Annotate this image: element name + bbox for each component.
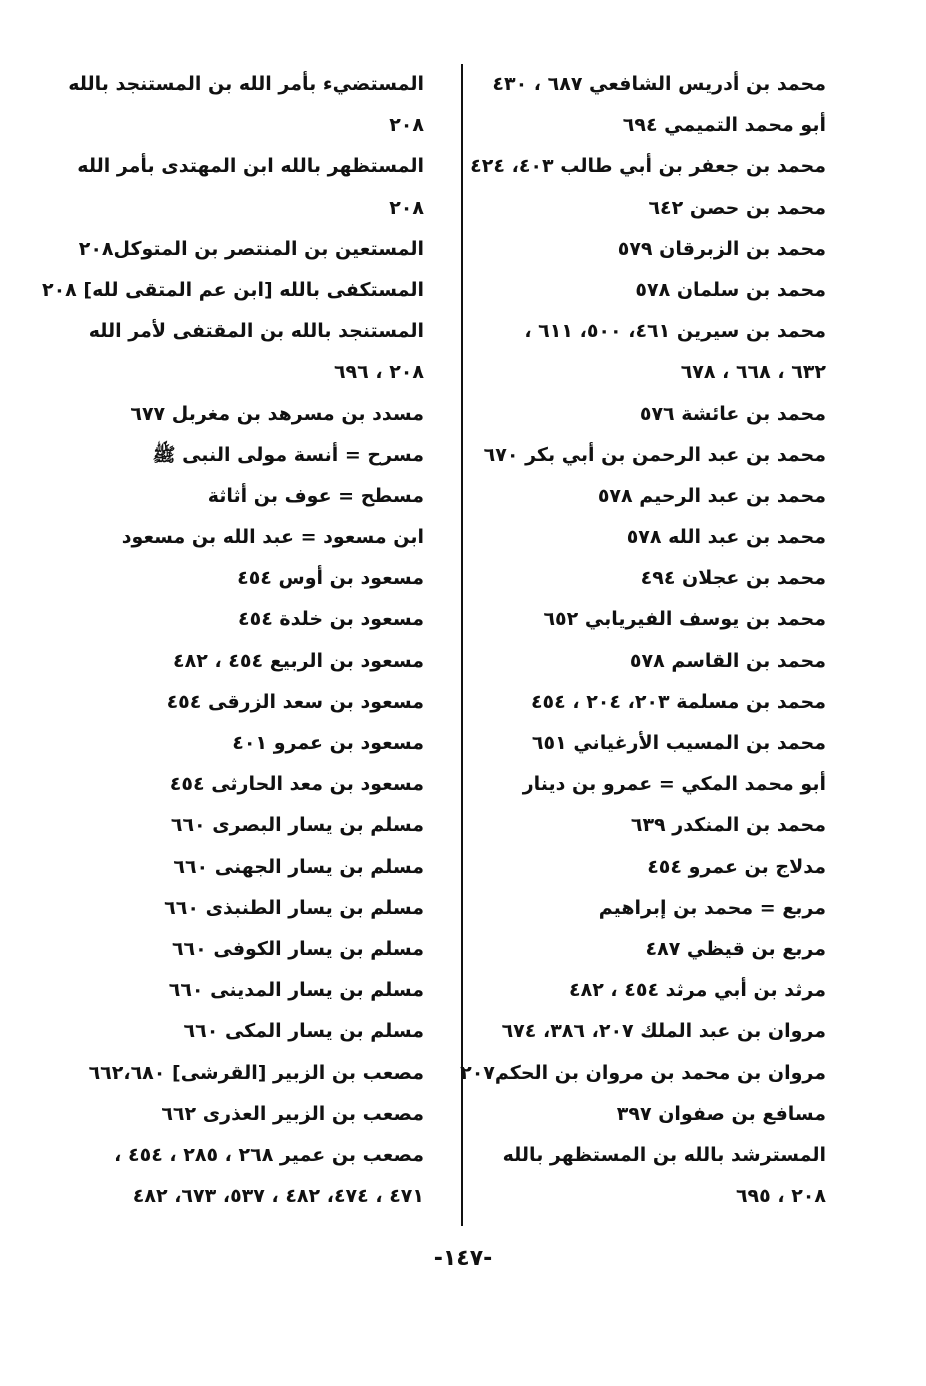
index-entry: مسدد بن مسرهد بن مغربل ٦٧٧: [130, 402, 424, 425]
index-entry: مرثد بن أبي مرثد ٤٥٤ ، ٤٨٢: [569, 979, 826, 1002]
index-entry: محمد بن عبد الرحيم ٥٧٨: [597, 484, 826, 507]
index-entry: ٦٣٢ ، ٦٦٨ ، ٦٧٨: [680, 361, 826, 384]
index-entry: محمد بن عبد الله ٥٧٨: [626, 526, 826, 549]
index-entry: مسلم بن يسار الكوفى ٦٦٠: [171, 937, 424, 960]
index-entry: مسلم بن يسار الطنبذى ٦٦٠: [164, 896, 424, 919]
index-entry: محمد بن مسلمة ٢٠٣، ٢٠٤ ، ٤٥٤: [530, 690, 826, 713]
index-entry: مسعود بن الربيع ٤٥٤ ، ٤٨٢: [173, 649, 424, 672]
index-entry: مروان بن عبد الملك ٢٠٧، ٣٨٦، ٦٧٤: [501, 1020, 826, 1043]
index-entry: أبو محمد المكي = عمرو بن دينار: [522, 773, 826, 796]
index-entry: أبو محمد التميمي ٦٩٤: [622, 114, 826, 137]
index-entry: المستظهر بالله ابن المهتدى بأمر الله: [77, 155, 424, 178]
index-entry: المستضيء بأمر الله بن المستنجد بالله: [68, 73, 424, 95]
index-entry: مسعود بن سعد الزرقى ٤٥٤: [166, 690, 424, 713]
left-column: [41, 64, 424, 1217]
index-entry: محمد بن المنكدر ٦٣٩: [630, 814, 826, 837]
index-entry: ابن مسعود = عبد الله بن مسعود: [121, 526, 424, 549]
index-entry: محمد بن عجلان ٤٩٤: [640, 567, 826, 590]
index-entry: مسعود بن أوس ٤٥٤: [237, 567, 424, 590]
index-entry: محمد بن عائشة ٥٧٦: [639, 402, 826, 425]
index-entry: مصعب بن الزبير [القرشى] ٦٦٢،٦٨٠: [88, 1061, 424, 1084]
index-entry: محمد بن سلمان ٥٧٨: [635, 278, 826, 301]
index-entry: المستكفى بالله [ابن عم المتقى لله] ٢٠٨: [41, 278, 424, 301]
index-entry: مربع بن قيظي ٤٨٧: [645, 937, 826, 960]
index-entry: مروان بن محمد بن مروان بن الحكم٢٠٧: [460, 1061, 826, 1084]
index-entry: مسطح = عوف بن أثاثة: [207, 484, 424, 507]
index-entry: مصعب بن عمير ٢٦٨ ، ٢٨٥ ، ٤٥٤ ،: [114, 1143, 424, 1166]
index-entry: مسعود بن عمرو ٤٠١: [232, 732, 424, 754]
index-entry: مصعب بن الزبير العذرى ٦٦٢: [161, 1102, 424, 1125]
index-entry: ٢٠٨: [389, 114, 424, 137]
right-column: [460, 64, 826, 1217]
index-entry: مسلم بن يسار البصرى ٦٦٠: [170, 814, 424, 837]
index-entry: مدلاج بن عمرو ٤٥٤: [647, 855, 826, 878]
index-entry: محمد بن يوسف الفيريابي ٦٥٢: [543, 608, 826, 631]
page-number: -١٤٧-: [433, 1246, 493, 1271]
index-entry: مسلم بن يسار الجهنى ٦٦٠: [173, 855, 424, 878]
column-divider: [461, 64, 463, 1226]
index-entry: مسافع بن صفوان ٣٩٧: [616, 1102, 826, 1125]
index-entry: مربع = محمد بن إبراهيم: [598, 896, 826, 919]
index-entry: مسعود بن خلدة ٤٥٤: [238, 608, 424, 631]
index-entry: مسعود بن معد الحارثى ٤٥٤: [169, 773, 424, 796]
index-entry: مسلم بن يسار المدينى ٦٦٠: [168, 979, 424, 1002]
index-entry: المستنجد بالله بن المقتفى لأمر الله: [88, 320, 424, 343]
index-entry: ٢٠٨ ، ٦٩٦: [333, 361, 424, 384]
index-entry: مسلم بن يسار المكى ٦٦٠: [183, 1020, 424, 1043]
index-entry: المستعين بن المنتصر بن المتوكل٢٠٨: [78, 237, 424, 260]
index-entry: مسرح = أنسة مولى النبى ﷺ: [152, 443, 424, 466]
index-entry: محمد بن المسيب الأرغياني ٦٥١: [531, 732, 826, 754]
index-entry: المسترشد بالله بن المستظهر بالله: [502, 1143, 826, 1166]
index-entry: محمد بن حصن ٦٤٢: [648, 196, 826, 219]
index-entry: محمد بن أدريس الشافعي ٦٨٧ ، ٤٣٠: [492, 73, 826, 95]
index-entry: محمد بن جعفر بن أبي طالب ٤٠٣، ٤٢٤: [470, 155, 826, 178]
index-entry: محمد بن سيرين ٤٦١، ٥٠٠، ٦١١ ،: [524, 320, 826, 343]
index-entry: محمد بن عبد الرحمن بن أبي بكر ٦٧٠: [483, 443, 826, 466]
index-entry: محمد بن القاسم ٥٧٨: [629, 649, 826, 672]
index-entry: ٢٠٨ ، ٦٩٥: [735, 1185, 826, 1208]
index-entry: محمد بن الزبرقان ٥٧٩: [617, 237, 826, 260]
index-entry: ٢٠٨: [389, 196, 424, 219]
index-entry: ٤٧١ ، ٤٧٤، ٤٨٢ ، ٥٣٧، ٦٧٣، ٤٨٢: [132, 1185, 424, 1208]
